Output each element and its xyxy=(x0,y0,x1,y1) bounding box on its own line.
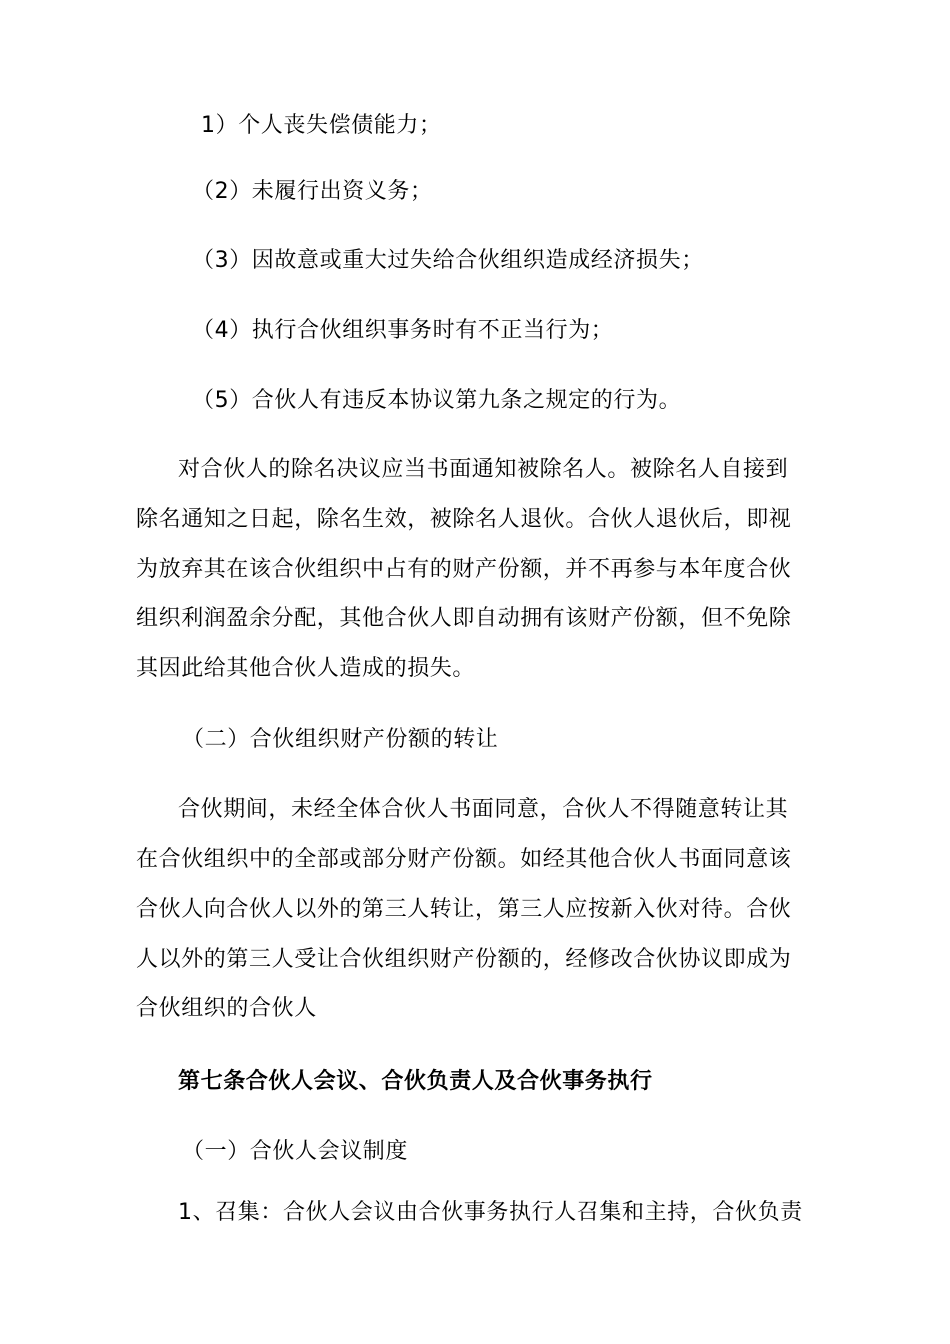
paragraph-line: 除名通知之日起，除名生效，被除名人退伙。合伙人退伙后，即视 xyxy=(136,507,792,532)
clause-line: 1、召集：合伙人会议由合伙事务执行人召集和主持，合伙负责 xyxy=(178,1200,803,1225)
list-item: （4）执行合伙组织事务时有不正当行为； xyxy=(192,318,614,343)
paragraph-line: 为放弃其在该合伙组织中占有的财产份额，并不再参与本年度合伙 xyxy=(136,557,792,582)
article-heading: 第七条合伙人会议、合伙负责人及合伙事务执行 xyxy=(178,1069,653,1094)
paragraph-line: 对合伙人的除名决议应当书面通知被除名人。被除名人自接到 xyxy=(178,457,789,482)
paragraph-line: 合伙人向合伙人以外的第三人转让，第三人应按新入伙对待。合伙 xyxy=(136,897,792,922)
paragraph-line: 人以外的第三人受让合伙组织财产份额的，经修改合伙协议即成为 xyxy=(136,947,792,972)
list-item: （5）合伙人有违反本协议第九条之规定的行为。 xyxy=(192,388,682,413)
paragraph-line: 组织利润盈余分配，其他合伙人即自动拥有该财产份额，但不免除 xyxy=(136,606,792,631)
list-item: 1）个人丧失偿债能力； xyxy=(201,113,442,138)
list-item: （2）未履行出资义务； xyxy=(192,179,433,204)
section-subheading: （一）合伙人会议制度 xyxy=(182,1139,409,1164)
paragraph-line: 其因此给其他合伙人造成的损失。 xyxy=(136,656,476,681)
paragraph-line: 合伙期间，未经全体合伙人书面同意，合伙人不得随意转让其 xyxy=(178,797,789,822)
paragraph-line: 在合伙组织中的全部或部分财产份额。如经其他合伙人书面同意该 xyxy=(136,847,792,872)
paragraph-line: 合伙组织的合伙人 xyxy=(136,996,317,1021)
list-item: （3）因故意或重大过失给合伙组织造成经济损失； xyxy=(192,248,704,273)
section-subheading: （二）合伙组织财产份额的转让 xyxy=(182,727,499,752)
